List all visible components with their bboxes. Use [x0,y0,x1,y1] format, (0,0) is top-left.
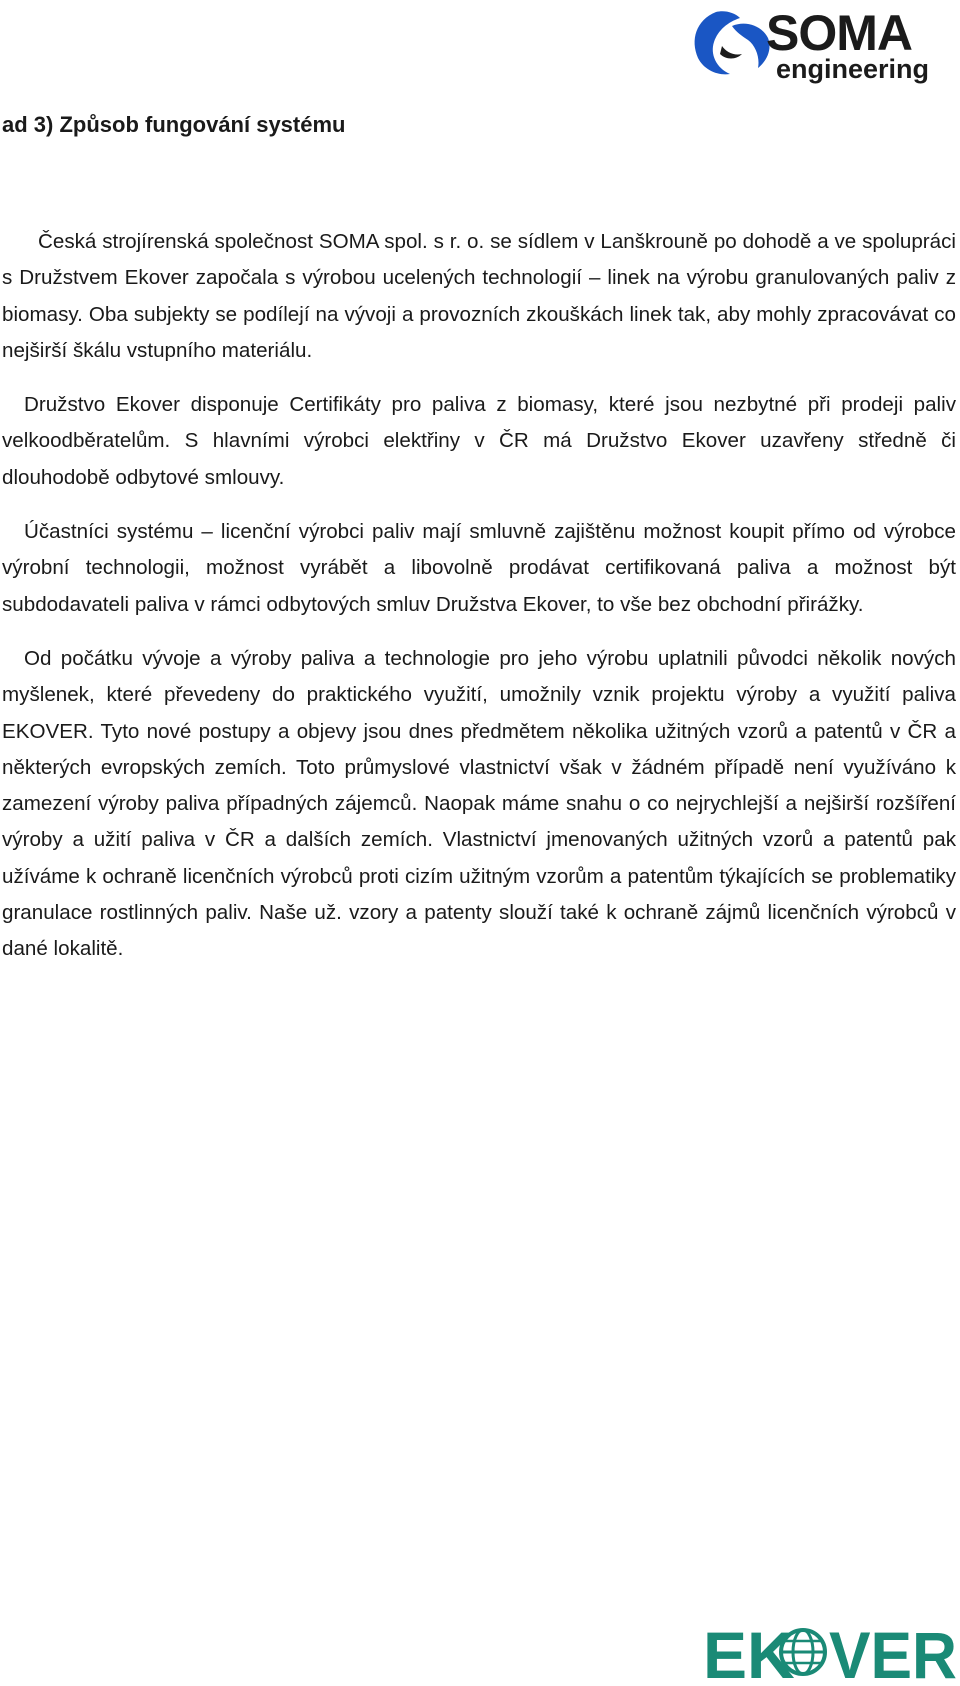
soma-engineering-logo [688,2,950,86]
ekover-letters-right: VER [829,1618,957,1684]
paragraph: Od počátku vývoje a výroby paliva a technologie pro jeho výrobu uplatnili původci několik nových myšlenek, které převedeny do praktického využití, umožnily vznik projektu výroby a využití paliva EKOVER. Tyto nové postupy a objevy jsou dnes předmětem několika užitných vzorů a patentů v ČR a některých evropských zemích. Toto průmyslové vlastnictví však v žádném případě není využíváno k zamezení výroby paliva případných zájemců. Naopak máme snahu o co nejrychlejší a nejširší rozšíření výroby a užití paliva v ČR a dalších zemích. Vlastnictví jmenovaných užitných vzorů a patentů pak užíváme k ochraně licenčních výrobců proti cizím užitným vzorům a patentům týkajících se problematiky granulace rostlinných paliv. Naše už. vzory a patenty slouží také k ochraně zájmů licenčních výrobců v dané lokalitě. [2,646,956,961]
paragraph: Družstvo Ekover disponuje Certifikáty pro paliva z biomasy, které jsou nezbytné při prodeji paliv velkoodběratelům. S hlavními výrobci elektřiny v ČR má Družstvo Ekover uzavřeny středně či dlouhodobě odbytové smlouvy. [2,393,956,489]
soma-wordmark: SOMA [766,5,912,61]
paragraph: Česká strojírenská společnost SOMA spol. s r. o. se sídlem v Lanškrouně po dohodě a ve spolupráci s Družstvem Ekover započala s výrobou ucelených technologií – linek na výrobu granulovaných paliv z biomasy. Oba subjekty se podílejí na vývoji a provozních zkouškách linek tak, aby mohly zpracovávat co nejširší škálu vstupního materiálu. [2,230,956,362]
page-title: ad 3) Způsob fungování systému [2,112,346,137]
ekover-letters-left: EK [703,1618,795,1684]
paragraph: Účastníci systému – licenční výrobci paliv mají smluvně zajištěnu možnost koupit přímo od výrobce výrobní technologii, možnost vyrábět a libovolně prodávat certifikovaná paliva a možnost být subdodavateli paliva v rámci odbytových smluv Družstva Ekover, to vše bez obchodní přirážky. [2,520,956,616]
soma-swoosh-icon [695,11,770,74]
document-body [2,224,956,968]
ekover-logo [703,1616,957,1684]
engineering-wordmark: engineering [776,54,930,84]
